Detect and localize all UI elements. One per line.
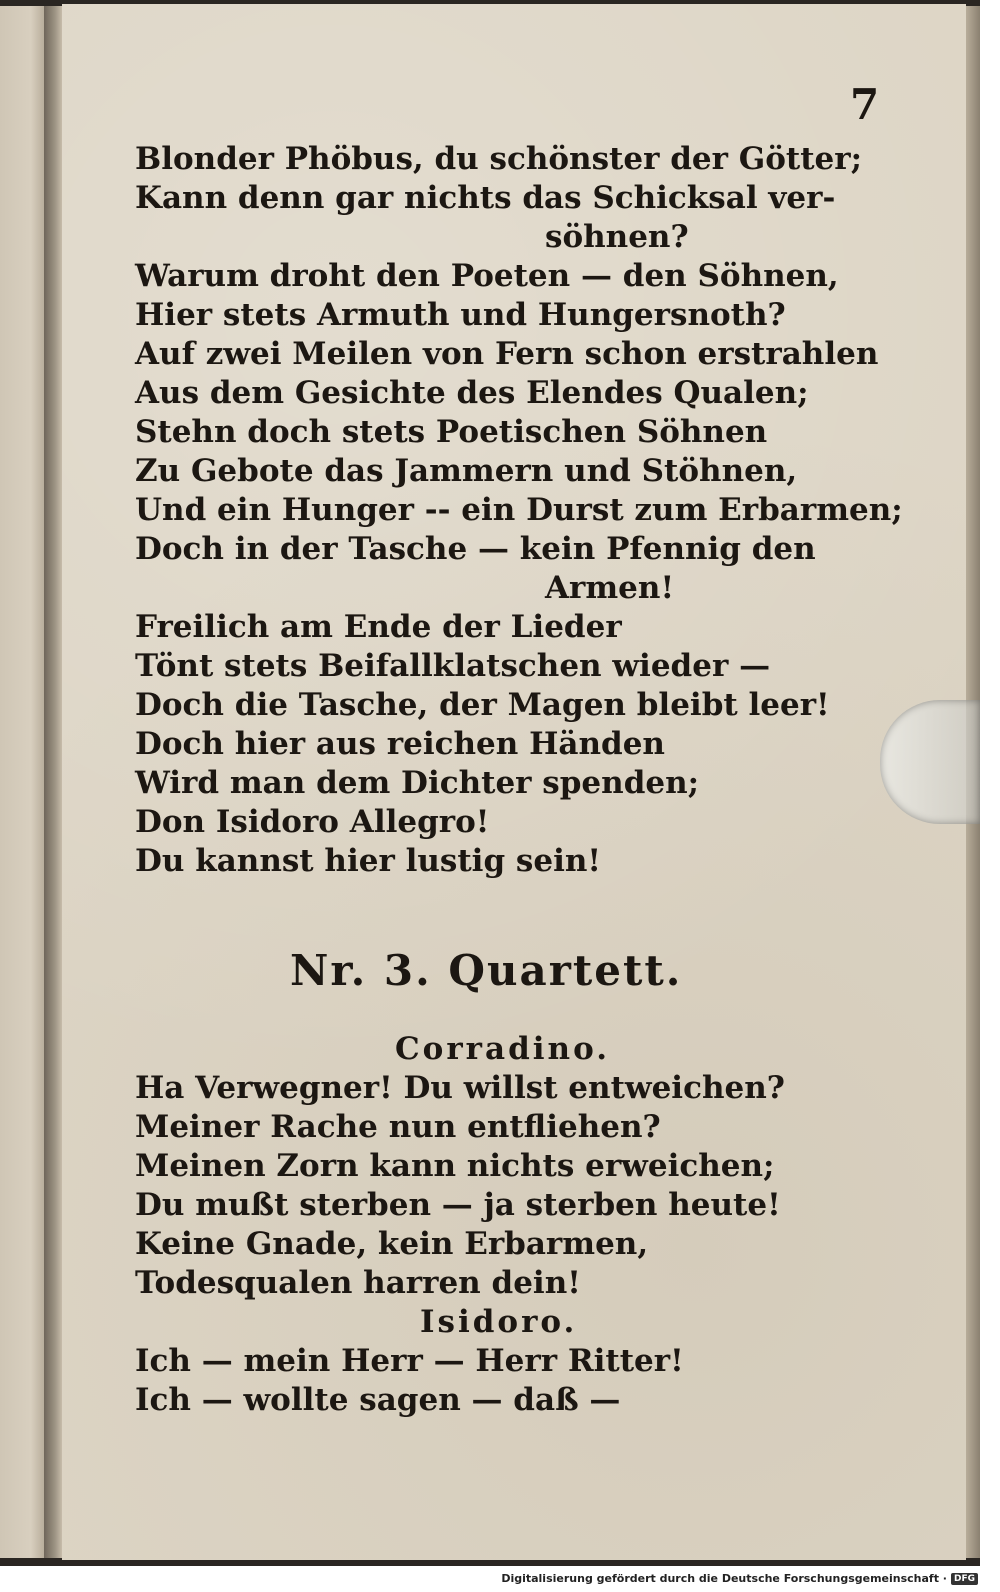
poem-line: Du kannst hier lustig sein! bbox=[135, 843, 602, 879]
poem-line: Doch die Tasche, der Magen bleibt leer! bbox=[135, 687, 830, 723]
left-page-edge bbox=[0, 6, 44, 1558]
quartet-line: Meiner Rache nun entfliehen? bbox=[135, 1109, 661, 1145]
poem-line: Doch in der Tasche — kein Pfennig den bbox=[135, 531, 816, 567]
quartet-line: Todesqualen harren dein! bbox=[135, 1265, 581, 1301]
poem-line: Freilich am Ende der Lieder bbox=[135, 609, 622, 645]
quartet-line: Ich — wollte sagen — daß — bbox=[135, 1382, 621, 1418]
book-gutter bbox=[44, 6, 62, 1558]
poem-line: Aus dem Gesichte des Elendes Qualen; bbox=[135, 375, 809, 411]
poem-line: Armen! bbox=[545, 570, 675, 606]
speaker-name: Isidoro. bbox=[420, 1304, 578, 1340]
poem-line: Warum droht den Poeten — den Söhnen, bbox=[135, 258, 839, 294]
poem-line: Don Isidoro Allegro! bbox=[135, 804, 490, 840]
quartet-line: Ich — mein Herr — Herr Ritter! bbox=[135, 1343, 684, 1379]
poem-line: Doch hier aus reichen Händen bbox=[135, 726, 665, 762]
digitization-credit bbox=[501, 1572, 978, 1585]
page-number: 7 bbox=[850, 80, 880, 129]
poem-line: Stehn doch stets Poetischen Söhnen bbox=[135, 414, 768, 450]
poem-line: Auf zwei Meilen von Fern schon erstrahlen bbox=[135, 336, 879, 372]
section-heading: Nr. 3. Quartett. bbox=[290, 946, 683, 995]
poem-block bbox=[135, 140, 903, 881]
poem-line: Tönt stets Beifallklatschen wieder — bbox=[135, 648, 771, 684]
quartet-block bbox=[135, 1030, 875, 1420]
poem-line: söhnen? bbox=[545, 219, 689, 255]
credit-text: Digitalisierung gefördert durch die Deutsche Forschungsgemeinschaft · bbox=[501, 1572, 947, 1585]
quartet-line: Meinen Zorn kann nichts erweichen; bbox=[135, 1148, 775, 1184]
speaker-name: Corradino. bbox=[395, 1031, 611, 1067]
dfg-logo-icon: DFG bbox=[951, 1573, 978, 1585]
quartet-line: Keine Gnade, kein Erbarmen, bbox=[135, 1226, 649, 1262]
poem-line: Blonder Phöbus, du schönster der Götter; bbox=[135, 141, 863, 177]
poem-line: Kann denn gar nichts das Schicksal ver- bbox=[135, 180, 836, 216]
poem-line: Hier stets Armuth und Hungersnoth? bbox=[135, 297, 786, 333]
quartet-line: Du mußt sterben — ja sterben heute! bbox=[135, 1187, 781, 1223]
poem-line: Und ein Hunger -- ein Durst zum Erbarmen; bbox=[135, 492, 903, 528]
quartet-line: Ha Verwegner! Du willst entweichen? bbox=[135, 1070, 785, 1106]
poem-line: Wird man dem Dichter spenden; bbox=[135, 765, 700, 801]
poem-line: Zu Gebote das Jammern und Stöhnen, bbox=[135, 453, 798, 489]
